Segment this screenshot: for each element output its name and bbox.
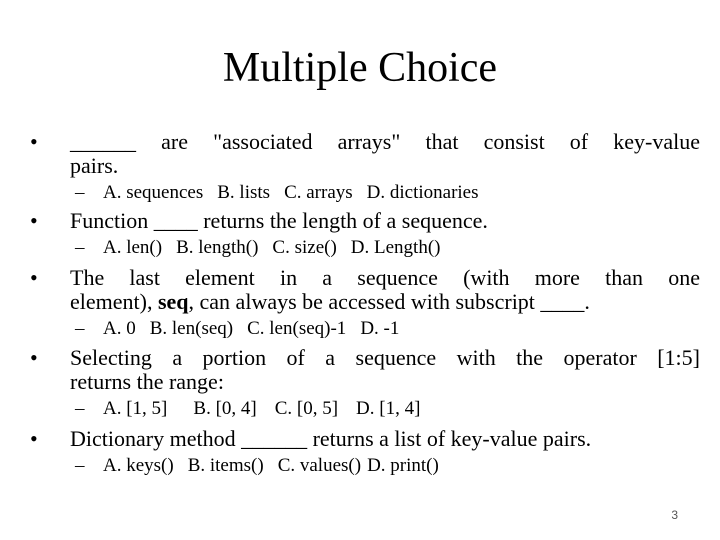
bullet-icon: • [30,265,38,290]
question-1-line-1: ______ are "associated arrays" that consist of key-value [70,129,700,154]
question-5-options [75,455,439,477]
option-c: C. arrays [284,182,353,203]
option-b: B. lists [217,182,271,203]
dash-icon: – [75,318,85,339]
question-1-line-2: pairs. [70,153,119,178]
option-b: B. len(seq) [149,318,234,339]
slide-title: Multiple Choice [222,45,498,91]
option-b: B. items() [187,455,264,476]
question-3-options [75,318,399,340]
line-2-suffix: , can always be accessed with subscript ____. [188,289,590,314]
option-b: B. [0, 4] [193,398,257,419]
option-a: A. sequences [103,182,204,203]
option-d: D. -1 [360,318,400,339]
question-4-line-1: Selecting a portion of a sequence with the operator [1:5] [70,345,700,370]
option-a: A. keys() [103,455,174,476]
dash-icon: – [75,237,85,258]
seq-bold: seq [157,289,189,314]
bullet-icon: • [30,345,38,370]
page-number: 3 [671,508,678,522]
question-4-options [75,398,420,420]
question-2-options [75,237,441,259]
option-d: D. [1, 4] [356,398,421,419]
question-4-line-2: returns the range: [70,369,224,394]
option-c: C. [0, 5] [274,398,339,419]
question-3-line-2 [70,290,700,314]
option-c: C. values() [277,455,362,476]
option-d: D. Length() [350,237,441,258]
question-5-line-1: Dictionary method ______ returns a list of key-value pairs. [70,426,592,451]
option-b: B. length() [176,237,259,258]
option-c: C. len(seq)-1 [247,318,347,339]
option-a: A. 0 [103,318,136,339]
dash-icon: – [75,182,85,203]
option-d: D. print() [367,455,439,476]
option-c: C. size() [272,237,337,258]
bullet-icon: • [30,129,38,154]
option-a: A. [1, 5] [103,398,168,419]
question-2-line-1: Function ____ returns the length of a sequence. [70,208,488,233]
question-3-line-1: The last element in a sequence (with more than one [70,265,700,290]
question-1-options [75,182,479,204]
dash-icon: – [75,455,85,476]
option-a: A. len() [103,237,163,258]
bullet-icon: • [30,426,38,451]
dash-icon: – [75,398,85,419]
option-d: D. dictionaries [366,182,479,203]
bullet-icon: • [30,208,38,233]
line-2-prefix: element), [70,289,158,314]
